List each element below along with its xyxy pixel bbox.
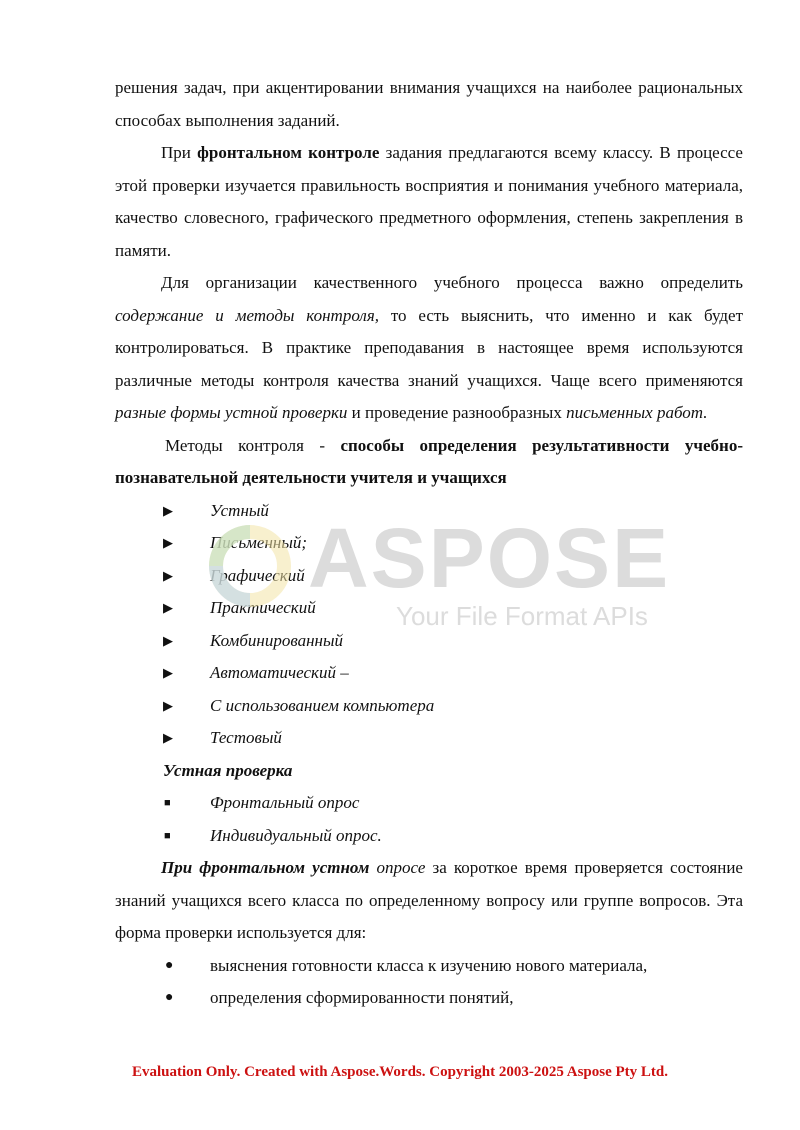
list-item-text: Фронтальный опрос — [210, 793, 360, 812]
paragraph-3-mid: то есть выяснить, что именно и как будет контролироваться. В практике преподавания в настоящее время используются различные методы контроля качества знаний учащихся. Чаще всего применяются — [115, 305, 743, 390]
paragraph-frontal-control — [115, 137, 743, 267]
arrow-bullet-icon: ▶ — [163, 697, 173, 713]
arrow-bullet-icon: ▶ — [163, 600, 173, 615]
list-item-text: Практический — [210, 598, 316, 617]
arrow-bullet-icon: ▶ — [163, 535, 173, 550]
list-item-text: выяснения готовности класса к изучению нового материала, — [210, 955, 648, 975]
list-item — [115, 950, 743, 983]
paragraph-4-bold: способы определения результативности учебно-познавательной деятельности учителя и учащихся — [115, 435, 743, 487]
list-item — [115, 787, 743, 820]
list-item-text: Устный — [210, 500, 269, 520]
arrow-bullet-icon: ▶ — [163, 730, 173, 745]
arrow-bullet-icon: ▶ — [163, 632, 173, 648]
paragraph-3-italic-1: содержание и методы контроля, — [115, 305, 379, 325]
usage-list — [115, 950, 743, 1015]
dot-bullet-icon: ● — [165, 990, 174, 1005]
paragraph-2-post: задания предлагаются всему классу. В процессе этой проверки изучается правильность восприятия и понимания учебного материала, качество словесного, графического предметного оформления, степень закрепления в памяти. — [115, 143, 743, 260]
list-item — [115, 982, 743, 1015]
paragraph-3-pre: Для организации качественного учебного процесса важно определить — [161, 273, 743, 292]
paragraph-1 — [115, 72, 743, 137]
oral-check-heading: Устная проверка — [163, 760, 293, 780]
list-item-text: Комбинированный — [210, 630, 343, 650]
list-item-text: Автоматический – — [210, 663, 349, 682]
list-item — [115, 722, 743, 755]
square-bullet-icon: ■ — [164, 797, 171, 809]
methods-list — [115, 495, 743, 755]
dot-bullet-icon: ● — [165, 957, 174, 973]
watermark-subtitle: Your File Format APIs — [396, 601, 648, 631]
paragraph-1-text: решения задач, при акцентировании внимания учащихся на наиболее рациональных способах выполнения заданий. — [115, 78, 743, 130]
paragraph-3-italic-2: разные формы устной проверки — [115, 403, 348, 422]
paragraph-4-pre: Методы контроля - — [165, 435, 341, 455]
watermark-title: ASPOSE — [308, 511, 671, 605]
evaluation-footer: Evaluation Only. Created with Aspose.Words. Copyright 2003-2025 Aspose Pty Ltd. — [131, 1064, 669, 1080]
square-bullet-icon: ■ — [164, 829, 171, 842]
document-body — [115, 72, 743, 1015]
list-item — [115, 690, 743, 723]
arrow-bullet-icon: ▶ — [163, 665, 173, 680]
arrow-bullet-icon: ▶ — [163, 567, 173, 583]
list-item — [115, 625, 743, 658]
list-item — [115, 527, 743, 560]
paragraph-methods-definition — [115, 430, 743, 495]
list-item-text: Письменный; — [210, 533, 307, 552]
oral-list — [115, 787, 743, 852]
list-item — [115, 560, 743, 593]
arrow-bullet-icon: ▶ — [163, 502, 173, 518]
paragraph-control-methods — [115, 267, 743, 430]
list-item-text: Индивидуальный опрос. — [210, 825, 382, 845]
list-item-text: определения сформированности понятий, — [210, 988, 514, 1007]
list-item — [115, 495, 743, 528]
list-item — [115, 592, 743, 625]
paragraph-5-post: за короткое время проверяется состояние знаний учащихся всего класса по определенному вопросу или группе вопросов. Эта форма проверки используется для: — [115, 858, 743, 942]
list-item-text: Графический — [210, 565, 305, 585]
list-item — [115, 657, 743, 690]
paragraph-2-pre: При — [161, 143, 198, 162]
paragraph-3-italic-3: письменных работ. — [566, 403, 708, 422]
paragraph-frontal-oral — [115, 852, 743, 950]
paragraph-3-mid-2: и проведение разнообразных — [347, 403, 567, 422]
paragraph-2-bold: фронтальном контроле — [197, 143, 380, 162]
list-item — [115, 820, 743, 853]
list-item-text: С использованием компьютера — [210, 695, 435, 715]
paragraph-5-bold-italic: При фронтальном устном — [161, 858, 370, 877]
paragraph-5-italic: опросе — [369, 858, 426, 877]
list-item-text: Тестовый — [210, 728, 282, 747]
